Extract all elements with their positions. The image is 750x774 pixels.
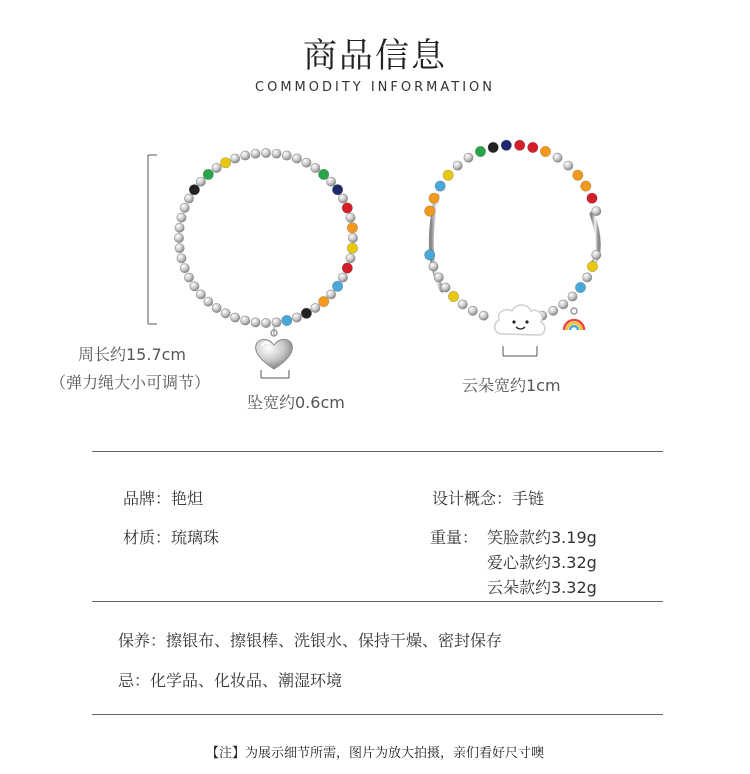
silver-bead bbox=[346, 254, 355, 263]
glass-bead bbox=[435, 181, 445, 191]
silver-bead bbox=[175, 244, 184, 253]
silver-bead bbox=[196, 290, 205, 299]
glass-bead bbox=[332, 185, 342, 195]
silver-bead bbox=[564, 161, 573, 170]
silver-bead bbox=[231, 154, 240, 163]
divider-bottom bbox=[92, 714, 663, 715]
pendant-width-label: 坠宽约0.6cm bbox=[247, 393, 345, 412]
glass-bead bbox=[528, 142, 538, 152]
silver-bead bbox=[553, 153, 562, 162]
glass-bead bbox=[587, 261, 597, 271]
silver-bead bbox=[177, 213, 186, 222]
rainbow-charm-icon bbox=[564, 308, 584, 330]
right-bracelet bbox=[425, 140, 601, 320]
glass-bead bbox=[342, 263, 352, 273]
silver-bead bbox=[434, 273, 443, 282]
glass-bead bbox=[220, 158, 230, 168]
divider-middle bbox=[92, 601, 663, 602]
glass-bead bbox=[587, 193, 597, 203]
silver-bead bbox=[174, 233, 183, 242]
silver-bead bbox=[583, 273, 592, 282]
circumference-label: 周长约15.7cm bbox=[78, 345, 187, 364]
silver-bead bbox=[559, 300, 568, 309]
silver-bead bbox=[180, 264, 189, 273]
glass-bead bbox=[347, 243, 357, 253]
glass-bead bbox=[347, 223, 357, 233]
silver-bead bbox=[261, 148, 270, 157]
silver-bead bbox=[311, 303, 320, 312]
glass-bead bbox=[515, 140, 525, 150]
cloud-width-bracket bbox=[503, 346, 537, 356]
heart-pendant-icon bbox=[256, 327, 293, 369]
page-title: 商品信息 bbox=[303, 36, 447, 76]
silver-bead bbox=[241, 316, 250, 325]
smiling-cloud-icon bbox=[495, 305, 545, 335]
glass-bead bbox=[319, 296, 329, 306]
weight-label: 重量： bbox=[430, 528, 479, 547]
silver-bead bbox=[468, 306, 477, 315]
silver-bead bbox=[231, 313, 240, 322]
silver-bead bbox=[458, 300, 467, 309]
silver-bead bbox=[282, 151, 291, 160]
left-bracelet bbox=[174, 148, 357, 327]
silver-bead bbox=[272, 149, 281, 158]
glass-bead bbox=[203, 169, 213, 179]
glass-bead bbox=[448, 291, 458, 301]
silver-bead bbox=[311, 163, 320, 172]
divider-top bbox=[92, 451, 663, 452]
circumference-bracket bbox=[148, 155, 157, 324]
glass-bead bbox=[319, 169, 329, 179]
silver-bead bbox=[196, 177, 205, 186]
silver-bead bbox=[346, 213, 355, 222]
silver-bead bbox=[549, 306, 558, 315]
silver-bead bbox=[338, 273, 347, 282]
care-maintenance: 保养：擦银布、擦银棒、洗银水、保持干燥、密封保存 bbox=[118, 631, 503, 650]
page-subtitle: COMMODITY INFORMATION bbox=[255, 80, 495, 95]
footnote: 【注】为展示细节所需，图片为放大拍摄，亲们看好尺寸噢 bbox=[205, 746, 544, 761]
weight-cloud: 云朵款约3.32g bbox=[487, 578, 597, 597]
material-spec: 材质：琉璃珠 bbox=[123, 528, 220, 547]
glass-bead bbox=[575, 282, 585, 292]
silver-bead bbox=[241, 151, 250, 160]
glass-bead bbox=[425, 250, 435, 260]
glass-bead bbox=[443, 170, 453, 180]
weight-spec bbox=[430, 525, 597, 600]
design-spec: 设计概念：手链 bbox=[432, 489, 545, 508]
silver-bead bbox=[272, 318, 281, 327]
silver-bead bbox=[479, 311, 488, 320]
silver-bead bbox=[592, 207, 601, 216]
glass-bead bbox=[501, 140, 511, 150]
silver-bead bbox=[292, 154, 301, 163]
silver-bead bbox=[441, 283, 450, 292]
glass-bead bbox=[573, 170, 583, 180]
silver-bead bbox=[464, 153, 473, 162]
glass-bead bbox=[488, 142, 498, 152]
silver-bead bbox=[221, 309, 230, 318]
glass-bead bbox=[475, 146, 485, 156]
glass-bead bbox=[301, 308, 311, 318]
weight-smile: 笑脸款约3.19g bbox=[487, 528, 597, 547]
glass-bead bbox=[342, 203, 352, 213]
silver-bead bbox=[261, 318, 270, 327]
silver-bead bbox=[184, 273, 193, 282]
silver-bead bbox=[190, 282, 199, 291]
care-avoid: 忌：化学品、化妆品、潮湿环境 bbox=[118, 671, 343, 690]
silver-bead bbox=[302, 158, 311, 167]
silver-bead bbox=[212, 163, 221, 172]
silver-bead bbox=[453, 161, 462, 170]
glass-bead bbox=[581, 181, 591, 191]
glass-bead bbox=[429, 193, 439, 203]
weight-heart: 爱心款约3.32g bbox=[487, 553, 597, 572]
glass-bead bbox=[332, 281, 342, 291]
silver-bead bbox=[184, 194, 193, 203]
silver-bead bbox=[568, 292, 577, 301]
silver-bead bbox=[251, 318, 260, 327]
silver-bead bbox=[592, 250, 601, 259]
brand-spec: 品牌：艳炟 bbox=[123, 489, 204, 508]
glass-bead bbox=[282, 315, 292, 325]
cloud-width-label: 云朵宽约1cm bbox=[462, 376, 561, 395]
silver-bead bbox=[177, 254, 186, 263]
glass-bead bbox=[540, 146, 550, 156]
silver-bead bbox=[180, 203, 189, 212]
silver-bead bbox=[292, 313, 301, 322]
adjustable-note: （弹力绳大小可调节） bbox=[50, 373, 211, 392]
silver-bead bbox=[338, 194, 347, 203]
pendant-width-bracket bbox=[261, 370, 289, 378]
silver-bead bbox=[429, 262, 438, 271]
silver-bead bbox=[175, 223, 184, 232]
silver-bead bbox=[348, 233, 357, 242]
silver-bead bbox=[327, 290, 336, 299]
silver-bead bbox=[251, 149, 260, 158]
silver-bead bbox=[327, 177, 336, 186]
silver-bead bbox=[212, 303, 221, 312]
silver-bead bbox=[204, 297, 213, 306]
glass-bead bbox=[189, 185, 199, 195]
glass-bead bbox=[425, 206, 435, 216]
